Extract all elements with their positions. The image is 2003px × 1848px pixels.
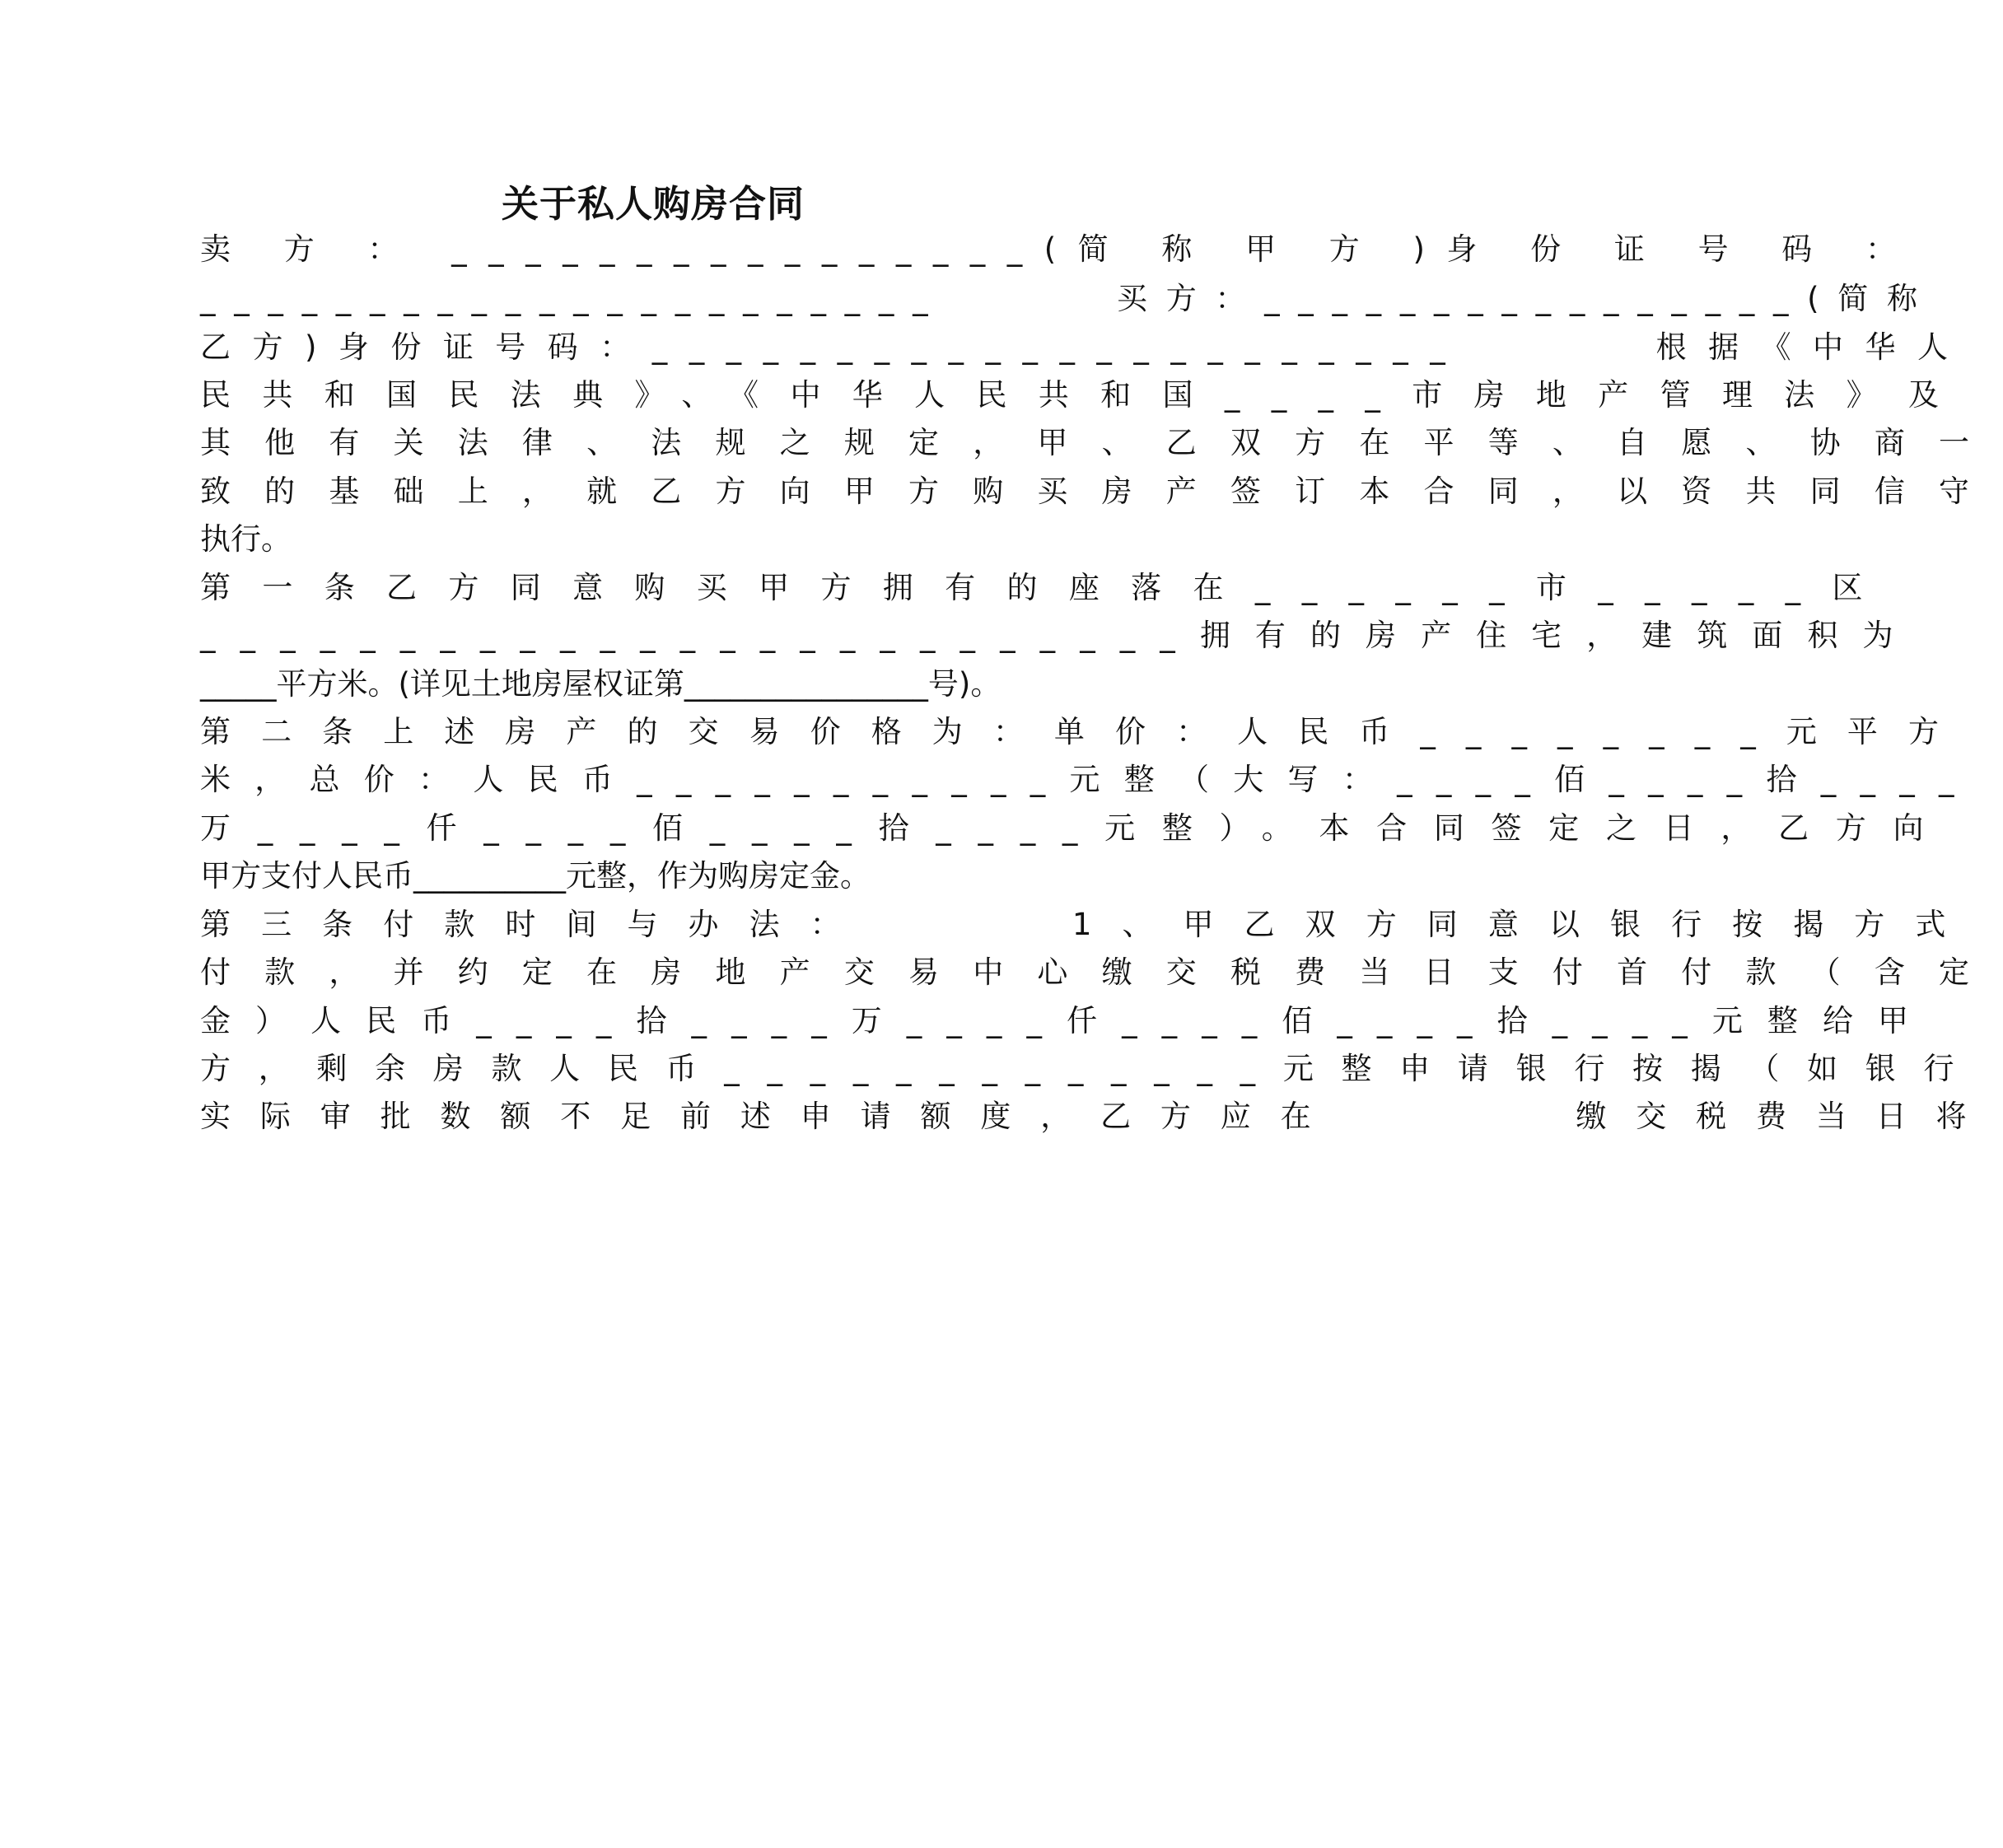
line-text: 万____仟____佰____拾____元整）。本合同签定之日，乙方向 [200,810,1951,846]
text-line [200,996,1934,1047]
line-text: 第三条付款时间与办法： 1、甲乙双方同意以银行按揭方式 [200,907,1977,942]
text-line [200,273,1936,324]
text-line [200,707,1970,758]
line-text: ______________________ 买方：________________(简称 [200,281,1936,316]
text-line [200,947,2003,998]
line-text: 米，总价：人民币___________元整（大写：____佰____拾____ [200,762,1978,797]
text-line [200,659,1116,710]
text-line [200,1091,1996,1142]
text-line [200,562,1894,614]
document-title: 关于私人购房合同 [501,182,805,226]
text-line [200,514,1116,565]
text-line [200,754,1978,805]
text-line [200,370,1971,421]
line-text: 方，剩余房款人民币_____________元整申请银行按揭（如银行 [200,1051,1982,1086]
line-text: 金）人民币____拾____万____仟____佰____拾____元整给甲 [200,1003,1934,1038]
line-text: 民共和国民法典》、《中华人民共和国____市房地产管理法》及 [200,377,1971,413]
line-text: 第一条乙方同意购买甲方拥有的座落在______市_____区 [200,570,1894,605]
text-line [200,466,2003,517]
line-text: 付款，并约定在房地产交易中心缴交税费当日支付首付款（含定 [200,954,2003,990]
line-text: 执行。 [200,521,292,557]
line-text: 乙方)身份证号码：______________________ 根据《中华人 [200,329,1970,365]
line-text: 卖 方 ： ________________(简 称 甲 方 )身 份 证 号 码 ： [200,231,1918,267]
line-text: 致的基础上，就乙方向甲方购买房产签订本合同，以资共同信守 [200,474,2003,509]
text-line [200,224,1918,275]
text-line [200,418,2003,469]
text-line [200,899,1977,950]
text-line [200,803,1951,854]
line-text: 实际审批数额不足前述申请额度，乙方应在 缴交税费当日将 [200,1099,1996,1134]
text-line [200,610,1918,661]
text-line [200,322,1970,373]
text-line [200,1043,1982,1094]
line-text: 第二条上述房产的交易价格为：单价：人民币________元平方 [200,714,1970,749]
text-line [200,851,1116,902]
line-text: 其他有关法律、法规之规定，甲、乙双方在平等、自愿、协商一 [200,425,2003,460]
line-text: _____平方米。(详见土地房屋权证第________________号)。 [200,666,1002,702]
line-text: 甲方支付人民币__________元整，作为购房定金。 [200,858,871,894]
line-text: _________________________拥有的房产住宅，建筑面积为 [200,618,1918,653]
